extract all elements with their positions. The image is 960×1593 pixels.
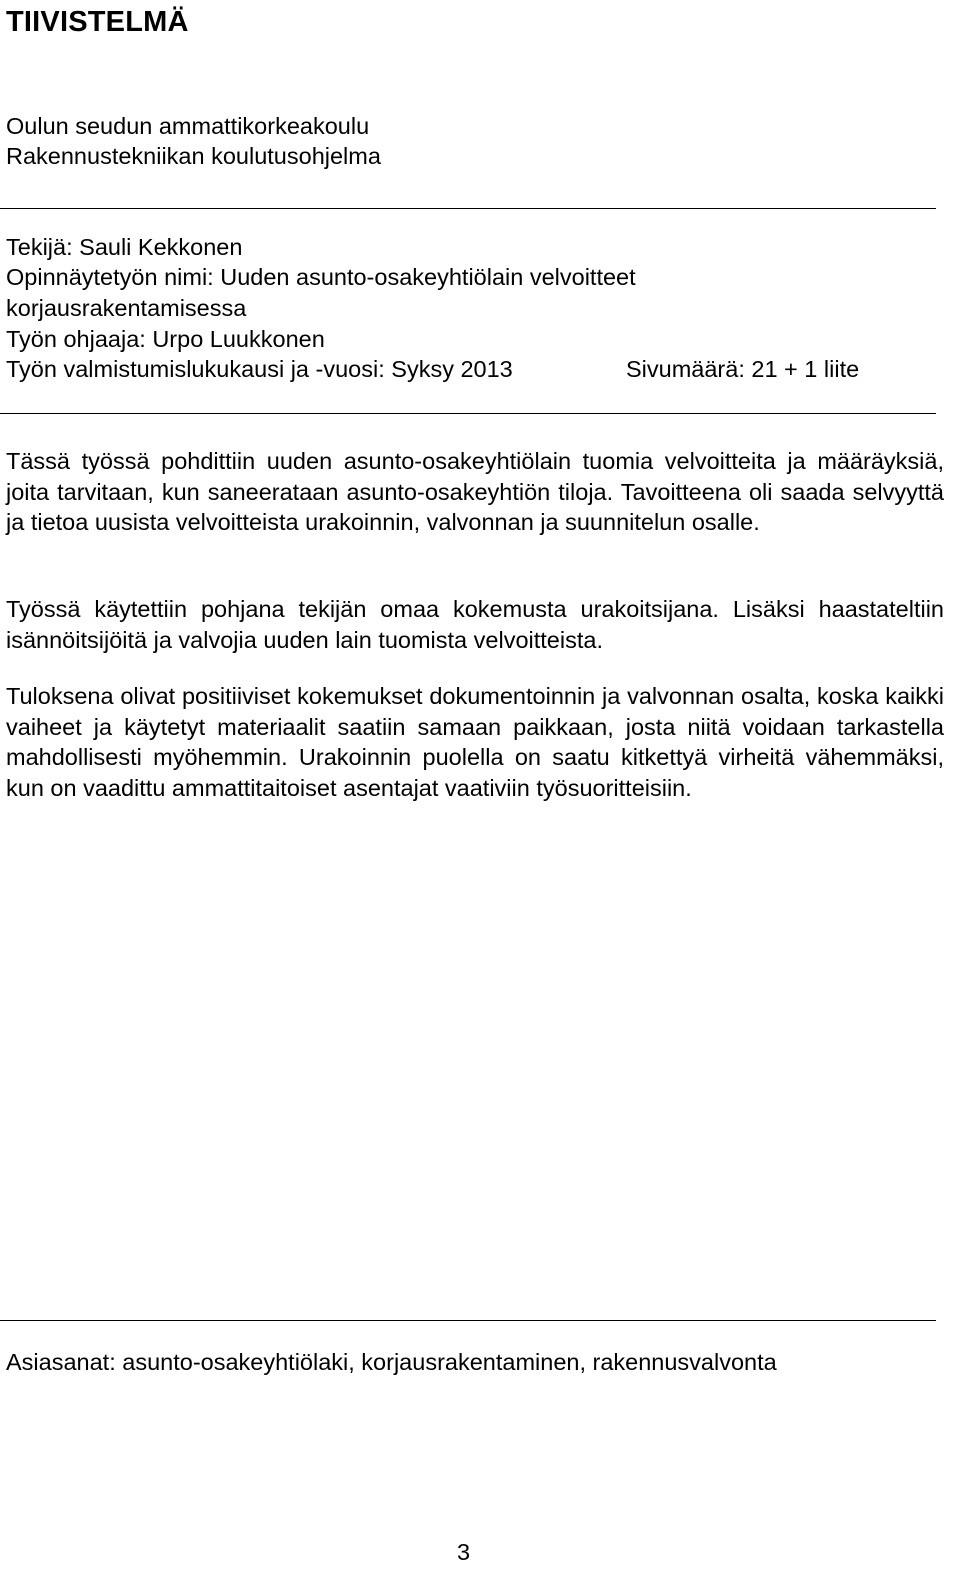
thesis-title-line-2: korjausrakentamisessa [6, 295, 247, 321]
divider-middle [0, 413, 936, 414]
divider-bottom [0, 1320, 936, 1321]
completion-line: Työn valmistumislukukausi ja -vuosi: Syksy 2013 [6, 356, 513, 382]
abstract-paragraph-1: Tässä työssä pohdittiin uuden asunto-osakeyhtiölain tuomia velvoitteita ja määräyksiä, joita tarvitaan, kun saneerataan asunto-osakeyhtiön tiloja. Tavoitteena oli saada selvyyttä ja tietoa uusista velvoitteista urakoinnin, valvonnan ja suunnitelun osalle. [6, 448, 944, 535]
degree-program: Rakennustekniikan koulutusohjelma [6, 143, 381, 169]
page-count: Sivumäärä: 21 + 1 liite [626, 356, 860, 382]
keywords-line: Asiasanat: asunto-osakeyhtiölaki, korjausrakentaminen, rakennusvalvonta [6, 1349, 777, 1375]
page-number: 3 [456, 1539, 471, 1565]
author-line: Tekijä: Sauli Kekkonen [6, 234, 243, 260]
abstract-paragraph-2: Työssä käytettiin pohjana tekijän omaa kokemusta urakoitsijana. Lisäksi haastateltiin isännöitsijöitä ja valvojia uuden lain tuomista velvoitteista. [6, 596, 944, 653]
supervisor-line: Työn ohjaaja: Urpo Luukkonen [6, 326, 325, 352]
abstract-paragraph-3: Tuloksena olivat positiiviset kokemukset dokumentoinnin ja valvonnan osalta, koska kaikki vaiheet ja käytetyt materiaalit saatiin samaan paikkaan, josta niitä voidaan tarkastella mahdollisesti myöhemmin. Urakoinnin puolella on saatu kitkettyä virheitä vähemmäksi, kun on vaadittu ammattitaitoiset asentajat vaativiin työsuoritteisiin. [6, 683, 944, 801]
thesis-title-line-1: Opinnäytetyön nimi: Uuden asunto-osakeyhtiölain velvoitteet [6, 264, 636, 290]
divider-top [0, 208, 936, 209]
page-title: TIIVISTELMÄ [6, 6, 189, 38]
school-name: Oulun seudun ammattikorkeakoulu [6, 113, 370, 139]
